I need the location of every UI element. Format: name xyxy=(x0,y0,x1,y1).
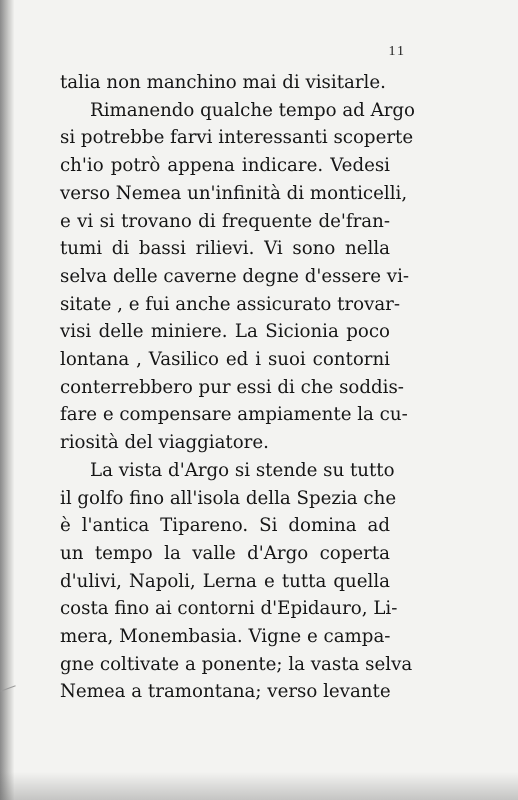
text-line: talia non manchino mai di visitarle. xyxy=(60,72,386,93)
text-line: gne coltivate a ponente; la vasta selva xyxy=(60,653,413,675)
text-line: mera, Monembasia. Vigne e campa- xyxy=(60,626,391,648)
text-line: è l'antica Tipareno. Si domina ad xyxy=(60,515,390,537)
margin-mark xyxy=(0,685,15,691)
text-line: verso Nemea un'infinità di monticelli, xyxy=(60,182,408,204)
body-text xyxy=(60,69,416,706)
text-line: un tempo la valle d'Argo coperta xyxy=(60,542,390,564)
text-line: La vista d'Argo si stende su tutto xyxy=(90,459,395,481)
text-line: d'ulivi, Napoli, Lerna e tutta quella xyxy=(60,570,390,592)
text-line: il golfo fino all'isola della Spezia che xyxy=(60,487,397,509)
text-line: Rimanendo qualche tempo ad Argo xyxy=(90,99,416,121)
text-line: tumi di bassi rilievi. Vi sono nella xyxy=(60,238,390,260)
text-line: selva delle caverne degne d'essere vi- xyxy=(60,265,410,287)
text-line: e vi si trovano di frequente de'fran- xyxy=(60,210,390,232)
text-line: visi delle miniere. La Sicionia poco xyxy=(60,321,390,343)
text-line: ch'io potrò appena indicare. Vedesi xyxy=(60,155,390,177)
text-line: lontana , Vasilico ed i suoi contorni xyxy=(60,349,390,371)
text-line: riosità del viaggiatore. xyxy=(60,432,269,454)
text-line: si potrebbe farvi interessanti scoperte xyxy=(60,127,414,149)
text-line: Nemea a tramontana; verso levante xyxy=(60,681,391,703)
text-line: conterrebbero pur essi di che soddis- xyxy=(60,376,404,398)
page-number: 11 xyxy=(388,44,406,59)
text-line: fare e compensare ampiamente la cu- xyxy=(60,404,408,426)
text-line: costa fino ai contorni d'Epidauro, Li- xyxy=(60,598,398,620)
text-line: sitate , e fui anche assicurato trovar- xyxy=(60,293,401,315)
